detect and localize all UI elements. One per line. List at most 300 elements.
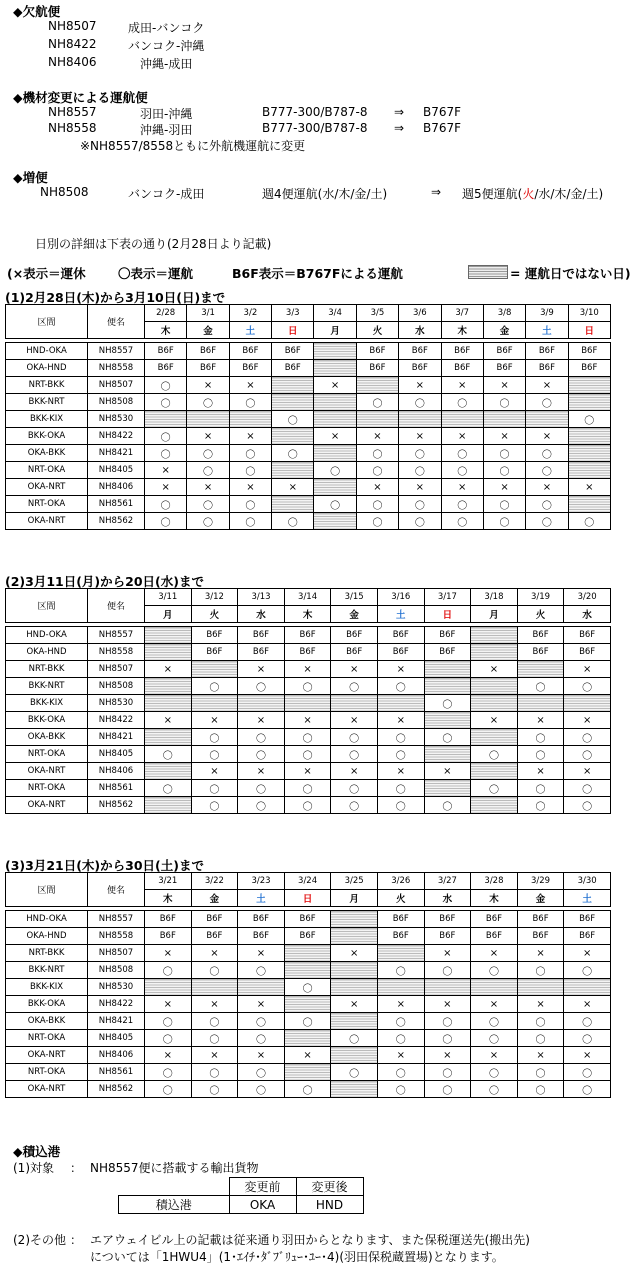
flight-cell: NH8507 (88, 661, 145, 678)
non-operating-day-cell (331, 928, 378, 945)
date-cell: 3/22 (191, 873, 238, 890)
status-cell: B6F (377, 627, 424, 644)
date-row (6, 589, 611, 606)
non-operating-day-cell (377, 979, 424, 996)
non-operating-day-cell (145, 763, 192, 780)
status-cell: 〇 (145, 496, 187, 513)
status-cell: × (145, 945, 192, 962)
status-cell: 〇 (377, 746, 424, 763)
date-cell: 3/15 (331, 589, 378, 606)
non-operating-day-cell (145, 695, 192, 712)
non-operating-day-cell (331, 1081, 378, 1098)
non-operating-day-cell (191, 695, 238, 712)
weekday-cell: 金 (483, 322, 525, 339)
status-cell: B6F (424, 911, 471, 928)
detail-note: 日別の詳細は下表の通り(2月28日より記載) (35, 237, 272, 251)
status-cell: × (564, 996, 611, 1013)
weekday-cell: 土 (564, 890, 611, 907)
date-cell: 3/4 (314, 305, 356, 322)
non-operating-day-cell (356, 377, 398, 394)
port-after-value: HND (296, 1196, 363, 1214)
non-operating-day-cell (272, 377, 314, 394)
status-cell: 〇 (377, 1013, 424, 1030)
non-operating-day-cell (284, 962, 331, 979)
table-title: (3)3月21日(木)から30日(土)まで (5, 858, 204, 873)
status-cell: × (564, 712, 611, 729)
status-cell: × (238, 996, 285, 1013)
non-operating-day-cell (284, 1064, 331, 1081)
date-cell: 3/17 (424, 589, 471, 606)
status-cell: B6F (145, 928, 192, 945)
legend-gray-swatch (468, 265, 508, 279)
weekday-cell: 土 (377, 606, 424, 623)
non-operating-day-cell (331, 695, 378, 712)
status-cell: × (564, 945, 611, 962)
table-row (6, 928, 611, 945)
status-cell: B6F (424, 627, 471, 644)
table-row (6, 644, 611, 661)
schedule-table (5, 588, 611, 814)
status-cell: B6F (191, 627, 238, 644)
status-cell: B6F (238, 928, 285, 945)
status-cell: × (238, 945, 285, 962)
table-row (6, 729, 611, 746)
weekday-cell: 日 (284, 890, 331, 907)
non-operating-day-cell (145, 644, 192, 661)
non-operating-day-cell (517, 661, 564, 678)
status-cell: × (356, 479, 398, 496)
status-cell: 〇 (471, 962, 518, 979)
status-cell: 〇 (564, 678, 611, 695)
status-cell: 〇 (377, 1081, 424, 1098)
port-after-header: 変更後 (296, 1178, 363, 1196)
status-cell: B6F (471, 911, 518, 928)
weekday-cell: 水 (424, 890, 471, 907)
weekday-cell: 火 (191, 606, 238, 623)
status-cell: × (517, 763, 564, 780)
route-cell: NRT-BKK (6, 661, 88, 678)
non-operating-day-cell (564, 979, 611, 996)
arrow-icon: ⇒ (431, 185, 442, 199)
status-cell: 〇 (441, 462, 483, 479)
status-cell: × (483, 479, 525, 496)
weekday-cell: 火 (356, 322, 398, 339)
date-cell: 3/1 (187, 305, 229, 322)
status-cell: 〇 (399, 445, 441, 462)
status-cell: 〇 (331, 678, 378, 695)
status-cell: 〇 (284, 678, 331, 695)
status-cell: B6F (284, 911, 331, 928)
non-operating-day-cell (356, 411, 398, 428)
non-operating-day-cell (187, 411, 229, 428)
flight-cell: NH8558 (88, 644, 145, 661)
status-cell: 〇 (187, 513, 229, 530)
status-cell: 〇 (471, 1030, 518, 1047)
status-cell: × (441, 428, 483, 445)
status-cell: × (399, 377, 441, 394)
status-cell: B6F (441, 360, 483, 377)
route-cell: OKA-HND (6, 928, 88, 945)
status-cell: × (331, 712, 378, 729)
status-cell: × (284, 1047, 331, 1064)
status-cell: B6F (517, 928, 564, 945)
status-cell: 〇 (191, 1030, 238, 1047)
status-cell: B6F (483, 343, 525, 360)
status-cell: × (526, 479, 568, 496)
table-row (6, 1030, 611, 1047)
date-cell: 3/16 (377, 589, 424, 606)
status-cell: B6F (331, 627, 378, 644)
table-row (6, 763, 611, 780)
weekday-cell: 日 (568, 322, 610, 339)
non-operating-day-cell (568, 377, 610, 394)
status-cell: B6F (356, 360, 398, 377)
status-cell: 〇 (564, 797, 611, 814)
route-cell: OKA-BKK (6, 1013, 88, 1030)
non-operating-day-cell (331, 962, 378, 979)
cancelled-route: バンコク-沖縄 (128, 39, 205, 53)
weekday-cell: 金 (331, 606, 378, 623)
cancelled-flight: NH8507 (48, 19, 97, 33)
table-row (6, 797, 611, 814)
status-cell: × (471, 712, 518, 729)
status-cell: B6F (187, 360, 229, 377)
route-cell: HND-OKA (6, 911, 88, 928)
status-cell: 〇 (526, 462, 568, 479)
change-route: 羽田-沖縄 (140, 107, 193, 121)
loading-port-heading: ◆積込港 (13, 1144, 61, 1159)
date-cell: 3/21 (145, 873, 192, 890)
status-cell: × (441, 479, 483, 496)
status-cell: × (377, 996, 424, 1013)
status-cell: 〇 (377, 797, 424, 814)
non-operating-day-cell (424, 661, 471, 678)
status-cell: 〇 (471, 1013, 518, 1030)
status-cell: 〇 (356, 462, 398, 479)
route-cell: NRT-BKK (6, 377, 88, 394)
status-cell: × (238, 763, 285, 780)
other-colon: ： (70, 1233, 83, 1247)
flight-cell: NH8557 (88, 911, 145, 928)
status-cell: 〇 (284, 1081, 331, 1098)
status-cell: B6F (191, 911, 238, 928)
status-cell: B6F (564, 911, 611, 928)
target-label: (1)対象 (13, 1161, 54, 1175)
other-line1: エアウェイビル上の記載は従来通り羽田からとなります、また保税運送先(搬出先) (90, 1233, 530, 1247)
status-cell: 〇 (284, 797, 331, 814)
non-operating-day-cell (517, 695, 564, 712)
route-cell: NRT-OKA (6, 1030, 88, 1047)
status-cell: 〇 (568, 513, 610, 530)
non-operating-day-cell (471, 979, 518, 996)
status-cell: 〇 (331, 1064, 378, 1081)
flight-cell: NH8561 (88, 780, 145, 797)
table-row (6, 661, 611, 678)
change-flight: NH8558 (48, 121, 97, 135)
status-cell: × (483, 377, 525, 394)
other-label: (2)その他 (13, 1233, 66, 1247)
extra-flight: NH8508 (40, 185, 89, 199)
status-cell: 〇 (471, 1064, 518, 1081)
table-row (6, 945, 611, 962)
status-cell: 〇 (441, 513, 483, 530)
status-cell: 〇 (424, 729, 471, 746)
status-cell: × (564, 1047, 611, 1064)
status-cell: × (191, 945, 238, 962)
status-cell: × (229, 428, 271, 445)
weekday-cell: 月 (314, 322, 356, 339)
table-row (6, 996, 611, 1013)
date-cell: 3/20 (564, 589, 611, 606)
status-cell: 〇 (483, 394, 525, 411)
non-operating-day-cell (284, 695, 331, 712)
status-cell: 〇 (284, 979, 331, 996)
status-cell: 〇 (471, 1081, 518, 1098)
status-cell: 〇 (331, 780, 378, 797)
weekday-cell: 月 (145, 606, 192, 623)
non-operating-day-cell (145, 729, 192, 746)
weekday-cell: 月 (331, 890, 378, 907)
status-cell: × (377, 1047, 424, 1064)
status-cell: 〇 (564, 746, 611, 763)
weekday-cell: 木 (471, 890, 518, 907)
non-operating-day-cell (377, 695, 424, 712)
status-cell: 〇 (331, 746, 378, 763)
status-cell: 〇 (191, 780, 238, 797)
status-cell: × (424, 996, 471, 1013)
flight-cell: NH8406 (88, 479, 145, 496)
flight-cell: NH8422 (88, 428, 145, 445)
route-cell: HND-OKA (6, 343, 88, 360)
status-cell: B6F (145, 360, 187, 377)
non-operating-day-cell (284, 1030, 331, 1047)
table-row (6, 1013, 611, 1030)
status-cell: 〇 (187, 445, 229, 462)
date-cell: 3/3 (272, 305, 314, 322)
status-cell: × (471, 1047, 518, 1064)
weekday-cell: 水 (564, 606, 611, 623)
status-cell: 〇 (238, 797, 285, 814)
status-cell: 〇 (331, 1030, 378, 1047)
status-cell: × (377, 763, 424, 780)
non-operating-day-cell (145, 797, 192, 814)
legend-x: (×表示＝運休 (7, 266, 86, 281)
status-cell: B6F (377, 928, 424, 945)
status-cell: × (526, 428, 568, 445)
route-cell: OKA-HND (6, 360, 88, 377)
status-cell: × (471, 996, 518, 1013)
status-cell: 〇 (238, 1064, 285, 1081)
status-cell: 〇 (377, 1030, 424, 1047)
status-cell: B6F (568, 360, 610, 377)
status-cell: × (284, 661, 331, 678)
status-cell: B6F (187, 343, 229, 360)
flight-cell: NH8558 (88, 360, 145, 377)
status-cell: 〇 (399, 394, 441, 411)
non-operating-day-cell (399, 411, 441, 428)
status-cell: × (471, 661, 518, 678)
status-cell: B6F (564, 928, 611, 945)
status-cell: × (191, 1047, 238, 1064)
date-cell: 3/18 (471, 589, 518, 606)
route-header: 区間 (6, 305, 88, 339)
non-operating-day-cell (314, 479, 356, 496)
status-cell: B6F (377, 644, 424, 661)
status-cell: 〇 (229, 496, 271, 513)
date-cell: 3/28 (471, 873, 518, 890)
table-row (6, 513, 611, 530)
date-cell: 3/19 (517, 589, 564, 606)
non-operating-day-cell (526, 411, 568, 428)
weekday-cell: 土 (526, 322, 568, 339)
status-cell: × (314, 428, 356, 445)
non-operating-day-cell (483, 411, 525, 428)
route-cell: OKA-HND (6, 644, 88, 661)
non-operating-day-cell (238, 979, 285, 996)
legend-o: 〇表示＝運航 (118, 266, 194, 281)
status-cell: B6F (284, 928, 331, 945)
status-cell: 〇 (564, 1013, 611, 1030)
status-cell: 〇 (424, 962, 471, 979)
status-cell: 〇 (238, 962, 285, 979)
weekday-cell: 土 (229, 322, 271, 339)
table-row (6, 462, 611, 479)
status-cell: 〇 (145, 780, 192, 797)
non-operating-day-cell (471, 763, 518, 780)
non-operating-day-cell (314, 360, 356, 377)
table-row (6, 479, 611, 496)
status-cell: 〇 (314, 462, 356, 479)
flight-header: 便名 (88, 305, 145, 339)
flight-cell: NH8507 (88, 945, 145, 962)
non-operating-day-cell (229, 411, 271, 428)
non-operating-day-cell (568, 462, 610, 479)
status-cell: 〇 (145, 1081, 192, 1098)
route-cell: OKA-NRT (6, 1081, 88, 1098)
change-from: B777-300/B787-8 (262, 121, 368, 135)
date-cell: 3/13 (238, 589, 285, 606)
change-route: 沖縄-羽田 (140, 123, 193, 137)
weekday-cell: 木 (145, 890, 192, 907)
status-cell: 〇 (191, 729, 238, 746)
status-cell: 〇 (424, 1064, 471, 1081)
status-cell: 〇 (145, 746, 192, 763)
non-operating-day-cell (272, 462, 314, 479)
status-cell: 〇 (526, 513, 568, 530)
non-operating-day-cell (471, 627, 518, 644)
weekday-cell: 水 (238, 606, 285, 623)
status-cell: 〇 (517, 1013, 564, 1030)
status-cell: 〇 (483, 445, 525, 462)
status-cell: × (145, 712, 192, 729)
status-cell: 〇 (145, 962, 192, 979)
status-cell: 〇 (424, 1030, 471, 1047)
non-operating-day-cell (314, 513, 356, 530)
flight-cell: NH8562 (88, 513, 145, 530)
flight-cell: NH8562 (88, 1081, 145, 1098)
status-cell: × (377, 712, 424, 729)
status-cell: × (187, 479, 229, 496)
table-title: (2)3月11日(月)から20日(水)まで (5, 574, 204, 589)
status-cell: × (356, 428, 398, 445)
weekday-cell: 金 (517, 890, 564, 907)
route-cell: NRT-OKA (6, 746, 88, 763)
non-operating-day-cell (331, 1047, 378, 1064)
status-cell: 〇 (191, 797, 238, 814)
arrow-icon: ⇒ (394, 121, 405, 135)
status-cell: 〇 (356, 394, 398, 411)
change-to: B767F (423, 105, 462, 119)
status-cell: 〇 (238, 1030, 285, 1047)
route-cell: NRT-OKA (6, 496, 88, 513)
status-cell: B6F (377, 911, 424, 928)
status-cell: × (145, 661, 192, 678)
status-cell: 〇 (568, 411, 610, 428)
target-text: NH8557便に搭載する輸出貨物 (90, 1161, 259, 1175)
status-cell: 〇 (191, 1081, 238, 1098)
non-operating-day-cell (331, 911, 378, 928)
route-cell: BKK-OKA (6, 712, 88, 729)
status-cell: 〇 (284, 780, 331, 797)
flight-cell: NH8405 (88, 1030, 145, 1047)
non-operating-day-cell (424, 780, 471, 797)
non-operating-day-cell (568, 428, 610, 445)
date-cell: 3/9 (526, 305, 568, 322)
table-row (6, 695, 611, 712)
status-cell: B6F (526, 343, 568, 360)
status-cell: 〇 (564, 962, 611, 979)
status-cell: 〇 (191, 746, 238, 763)
status-cell: 〇 (399, 496, 441, 513)
non-operating-day-cell (471, 678, 518, 695)
status-cell: B6F (483, 360, 525, 377)
status-cell: × (399, 428, 441, 445)
non-operating-day-cell (314, 343, 356, 360)
non-operating-day-cell (517, 979, 564, 996)
status-cell: B6F (517, 627, 564, 644)
status-cell: 〇 (564, 1030, 611, 1047)
extra-heading: ◆増便 (13, 170, 48, 185)
status-cell: 〇 (471, 780, 518, 797)
non-operating-day-cell (424, 712, 471, 729)
date-row (6, 873, 611, 890)
status-cell: 〇 (238, 729, 285, 746)
non-operating-day-cell (272, 428, 314, 445)
non-operating-day-cell (424, 746, 471, 763)
status-cell: 〇 (517, 678, 564, 695)
non-operating-day-cell (238, 695, 285, 712)
port-before-header: 変更前 (229, 1178, 296, 1196)
status-cell: B6F (238, 627, 285, 644)
status-cell: B6F (471, 928, 518, 945)
status-cell: 〇 (145, 428, 187, 445)
route-cell: BKK-KIX (6, 695, 88, 712)
status-cell: 〇 (441, 496, 483, 513)
status-cell: 〇 (187, 496, 229, 513)
route-cell: BKK-KIX (6, 411, 88, 428)
date-row (6, 305, 611, 322)
loading-port-table (118, 1177, 364, 1214)
status-cell: × (526, 377, 568, 394)
non-operating-day-cell (377, 945, 424, 962)
status-cell: × (471, 945, 518, 962)
weekday-cell: 木 (145, 322, 187, 339)
status-cell: B6F (272, 360, 314, 377)
status-cell: 〇 (424, 695, 471, 712)
date-cell: 3/25 (331, 873, 378, 890)
status-cell: × (145, 1047, 192, 1064)
table-row (6, 962, 611, 979)
